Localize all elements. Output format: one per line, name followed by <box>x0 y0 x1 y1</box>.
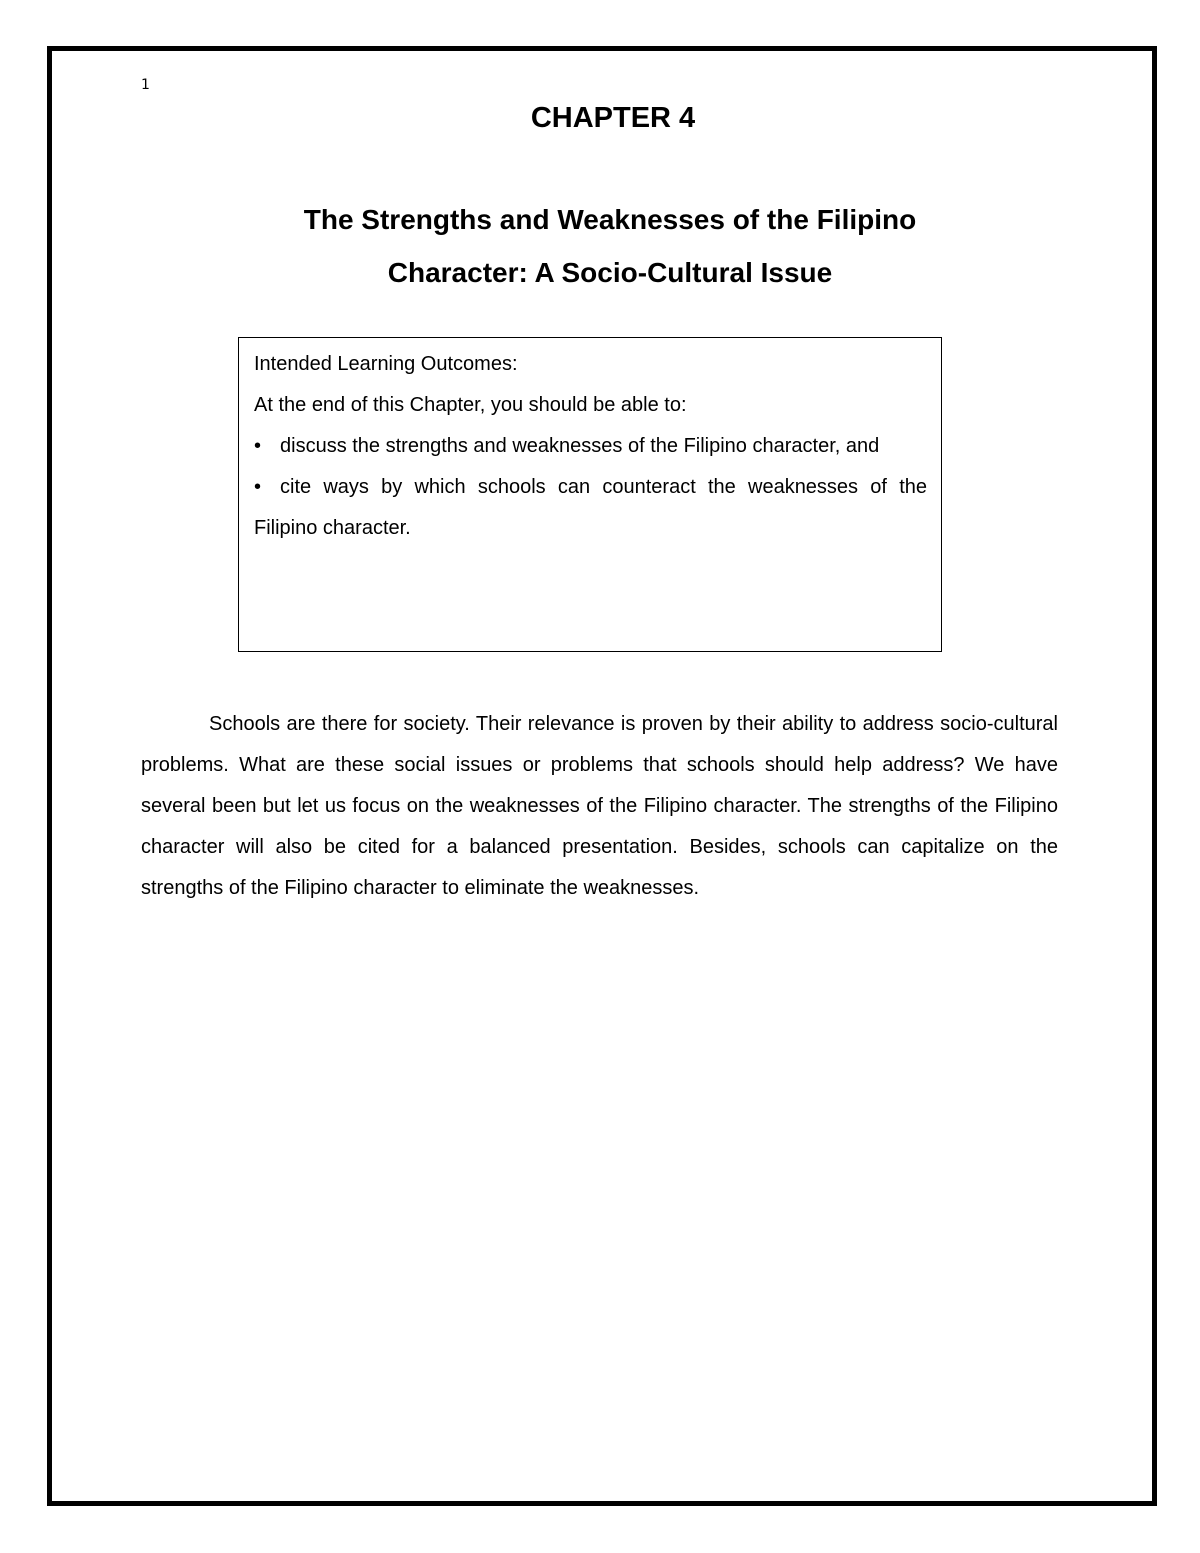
outcome-item-text: cite ways by which schools can counteract the weaknesses of the Filipino character. <box>254 476 927 539</box>
bullet-icon: • <box>254 435 262 457</box>
outcome-item-1 <box>254 426 927 467</box>
chapter-title <box>0 193 1200 299</box>
outcome-item-2 <box>254 467 927 549</box>
page-number: 1 <box>141 77 150 93</box>
outcomes-heading: Intended Learning Outcomes: <box>254 353 518 375</box>
chapter-title-line-2: Character: A Socio-Cultural Issue <box>387 257 833 288</box>
chapter-label: CHAPTER 4 <box>530 102 696 134</box>
learning-outcomes-box <box>238 337 942 652</box>
outcomes-intro: At the end of this Chapter, you should be able to: <box>254 394 687 416</box>
body-paragraph: Schools are there for society. Their relevance is proven by their ability to address socio-cultural problems. What are these social issues or problems that schools should help address? We have several been but let us focus on the weaknesses of the Filipino character. The strengths of the Filipino character will also be cited for a balanced presentation. Besides, schools can capitalize on the strengths of the Filipino character to eliminate the weaknesses. <box>141 713 1058 899</box>
bullet-icon: • <box>254 476 262 498</box>
chapter-title-line-1: The Strengths and Weaknesses of the Filipino <box>303 204 917 235</box>
outcome-item-text: discuss the strengths and weaknesses of the Filipino character, and <box>280 435 880 457</box>
